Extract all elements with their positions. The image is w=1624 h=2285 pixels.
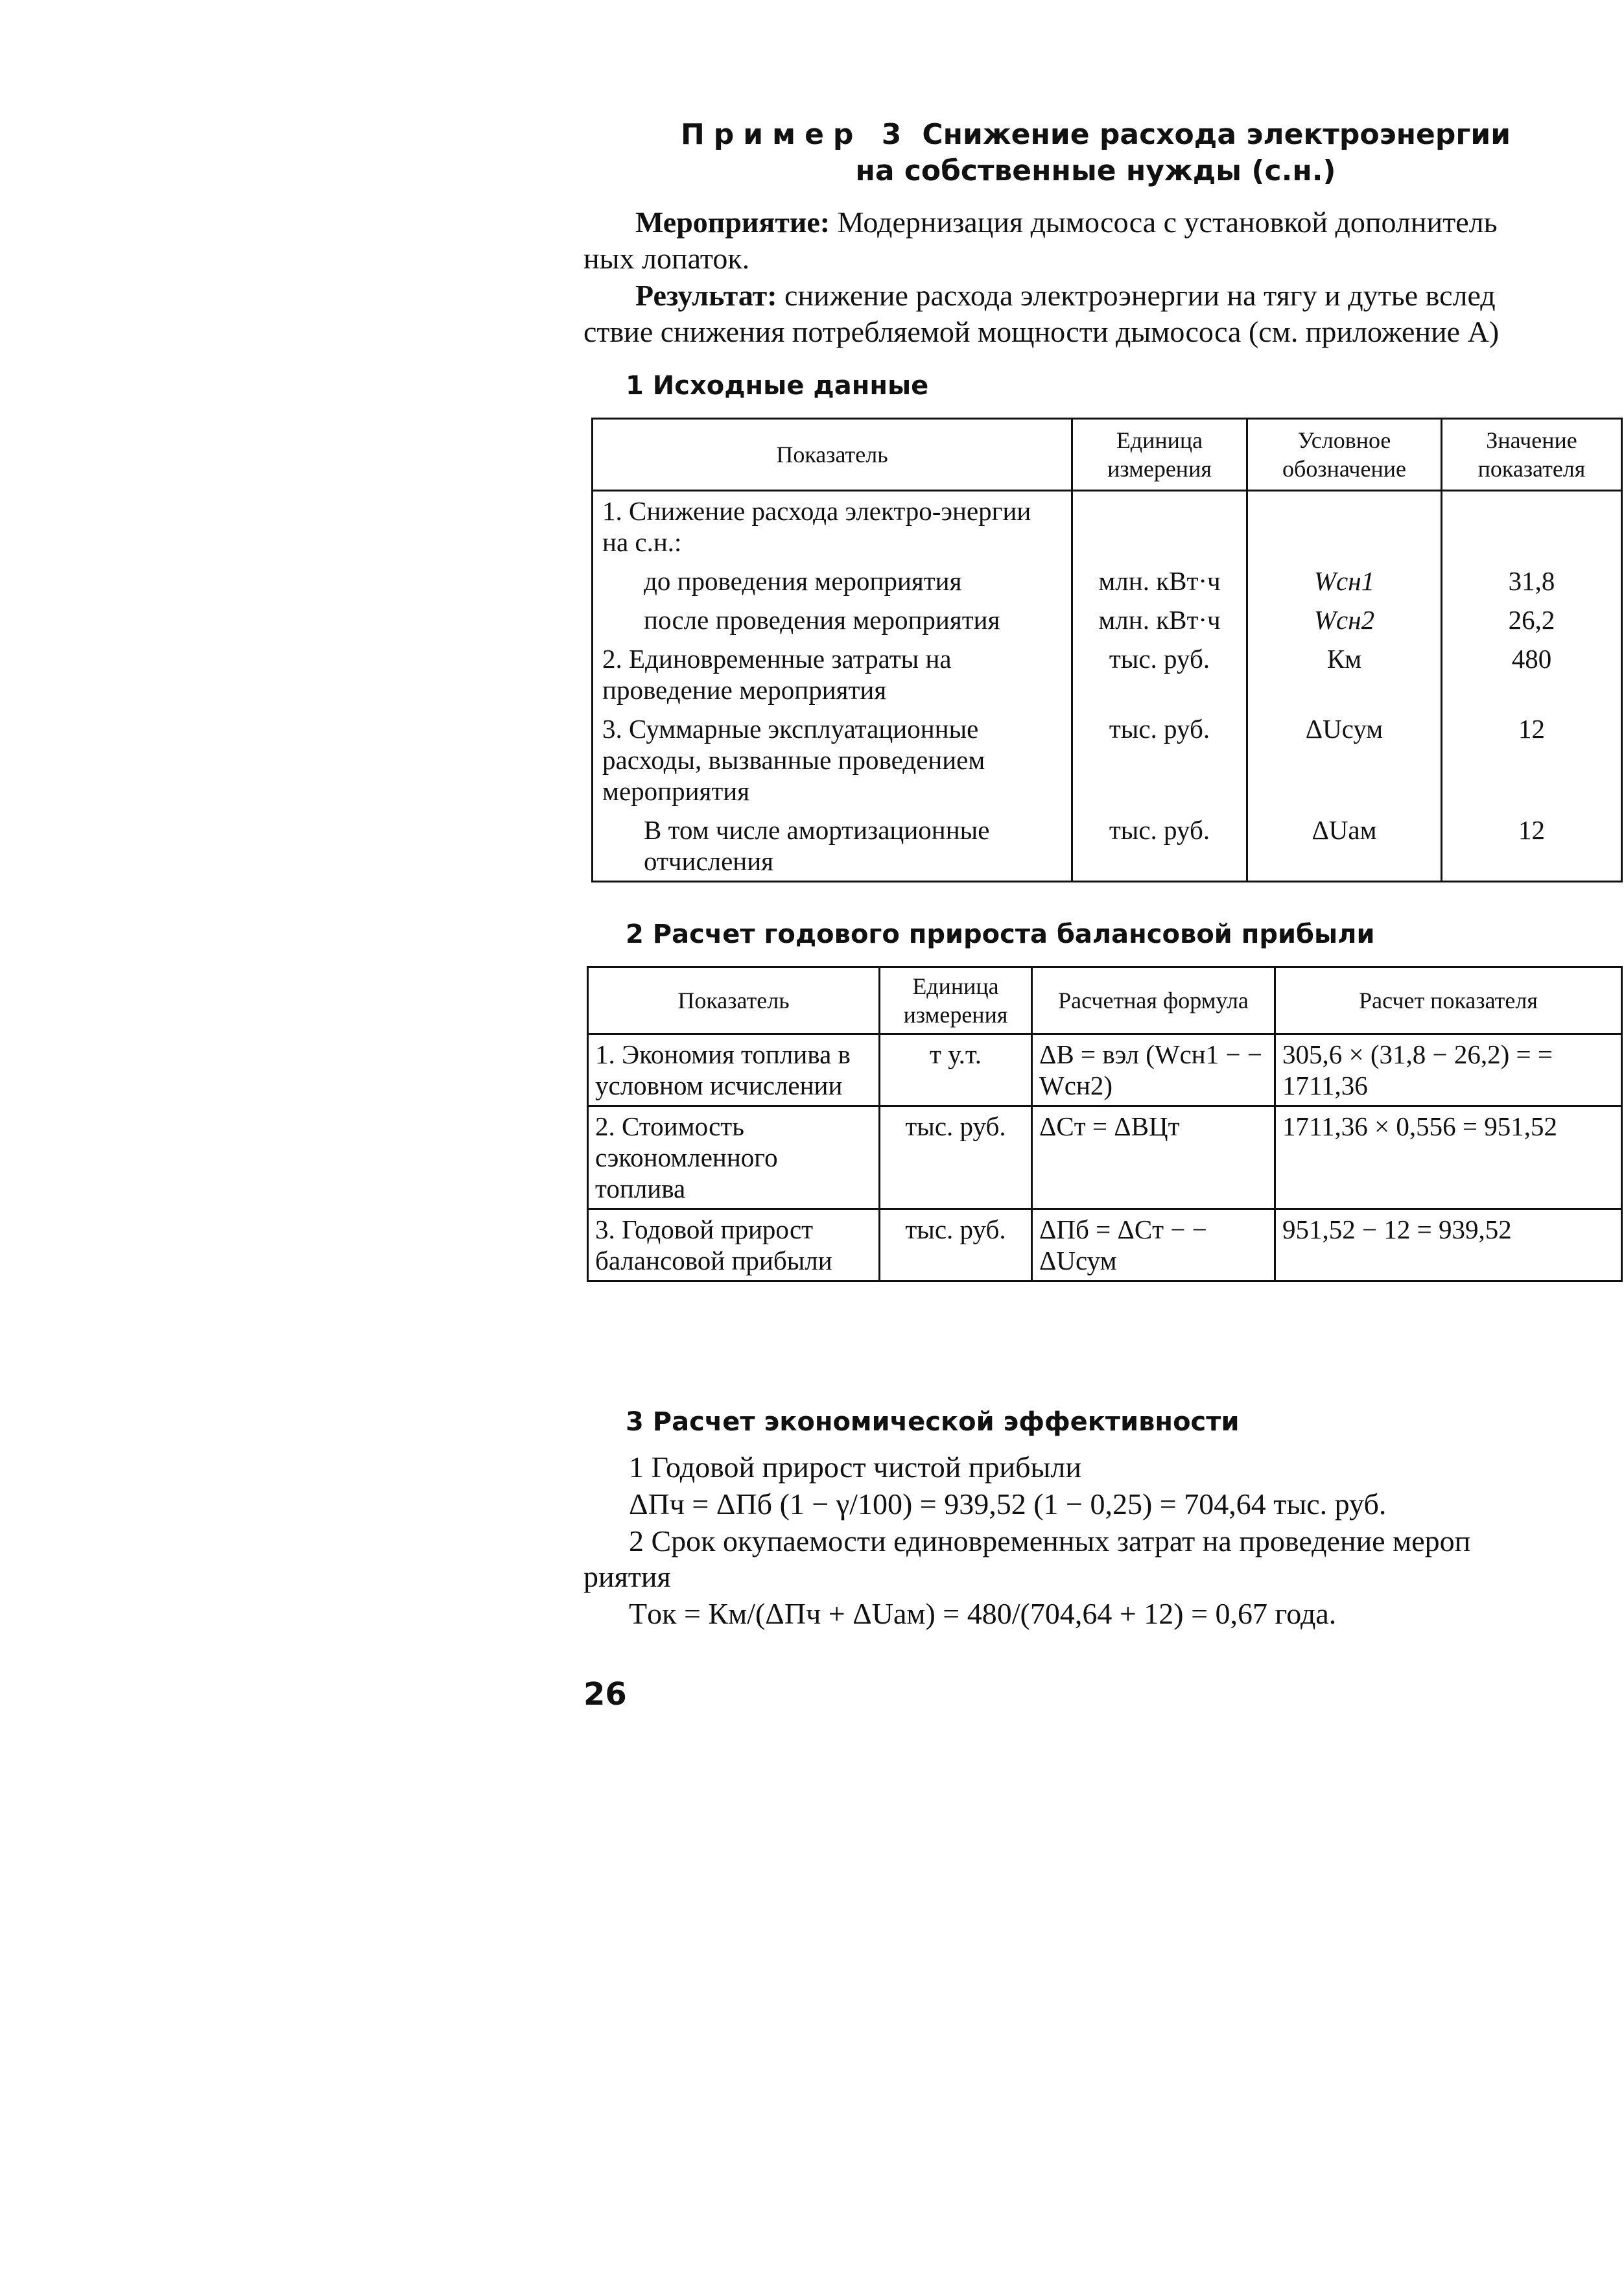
row-unit: тыс. руб. bbox=[880, 1106, 1032, 1209]
row-formula: ΔCт = ΔBЦт bbox=[1032, 1106, 1275, 1209]
equation-1: ΔПч = ΔПб (1 − γ/100) = 939,52 (1 − 0,25) = 704,64 тыс. руб. bbox=[629, 1487, 1387, 1521]
table-row bbox=[588, 1209, 1622, 1281]
header-unit: Единица измерения bbox=[880, 967, 1032, 1034]
row-unit: млн. кВт·ч bbox=[1072, 600, 1247, 639]
page-number: 26 bbox=[583, 1676, 627, 1712]
item-2-line-1: 2 Срок окупаемости единовременных затрат на проведение мероп bbox=[629, 1524, 1471, 1557]
row-unit bbox=[1072, 491, 1247, 562]
result-label: Результат: bbox=[635, 279, 777, 312]
header-unit: Единица измерения bbox=[1072, 419, 1247, 491]
row-value bbox=[1442, 491, 1622, 562]
row-symbol: Км bbox=[1247, 639, 1442, 709]
result-line-2: ствие снижения потребляемой мощности дымососа (см. приложение А) bbox=[583, 315, 1500, 348]
table-row bbox=[588, 1034, 1622, 1106]
row-calc: 951,52 − 12 = 939,52 bbox=[1275, 1209, 1622, 1281]
row-name: 2. Стоимость сэкономленного топлива bbox=[588, 1106, 880, 1209]
table-header-row bbox=[588, 967, 1622, 1034]
page-title bbox=[583, 117, 1608, 189]
row-name: 2. Единовременные затраты на проведение мероприятия bbox=[593, 639, 1072, 709]
row-value: 12 bbox=[1442, 811, 1622, 882]
row-formula: ΔПб = ΔCт − − ΔUсум bbox=[1032, 1209, 1275, 1281]
row-formula: ΔB = вэл (Wсн1 − − Wсн2) bbox=[1032, 1034, 1275, 1106]
row-symbol bbox=[1247, 491, 1442, 562]
measure-label: Мероприятие: bbox=[635, 206, 830, 239]
row-name: до проведения мероприятия bbox=[593, 562, 1072, 600]
row-value: 26,2 bbox=[1442, 600, 1622, 639]
row-symbol: ΔUсум bbox=[1247, 709, 1442, 811]
row-symbol: Wсн1 bbox=[1247, 562, 1442, 600]
row-value: 480 bbox=[1442, 639, 1622, 709]
header-calc: Расчет показателя bbox=[1275, 967, 1622, 1034]
row-calc: 1711,36 × 0,556 = 951,52 bbox=[1275, 1106, 1622, 1209]
section-2-title: 2 Расчет годового прироста балансовой прибыли bbox=[626, 919, 1375, 949]
equation-2: Tок = Км/(ΔПч + ΔUам) = 480/(704,64 + 12) = 0,67 года. bbox=[629, 1597, 1337, 1630]
row-symbol: Wсн2 bbox=[1247, 600, 1442, 639]
row-name: после проведения мероприятия bbox=[593, 600, 1072, 639]
example-label: Пример 3 bbox=[680, 118, 911, 151]
header-indicator: Показатель bbox=[593, 419, 1072, 491]
row-symbol: ΔUам bbox=[1247, 811, 1442, 882]
table-row bbox=[593, 709, 1622, 811]
section-1-title: 1 Исходные данные bbox=[626, 371, 929, 401]
item-1: 1 Годовой прирост чистой прибыли bbox=[629, 1450, 1081, 1484]
row-unit: тыс. руб. bbox=[1072, 709, 1247, 811]
table-header-row bbox=[593, 419, 1622, 491]
profit-calc-table bbox=[587, 966, 1623, 1282]
source-data-table bbox=[591, 418, 1623, 882]
table-row bbox=[593, 639, 1622, 709]
header-indicator: Показатель bbox=[588, 967, 880, 1034]
row-unit: тыс. руб. bbox=[1072, 811, 1247, 882]
row-unit: т у.т. bbox=[880, 1034, 1032, 1106]
result-line-1: снижение расхода электроэнергии на тягу и дутье вслед bbox=[784, 279, 1496, 312]
table-row bbox=[593, 491, 1622, 562]
row-name: 3. Суммарные эксплуатационные расходы, вызванные проведением мероприятия bbox=[593, 709, 1072, 811]
measure-line-2: ных лопаток. bbox=[583, 242, 750, 275]
table-row bbox=[593, 600, 1622, 639]
header-value: Значение показателя bbox=[1442, 419, 1622, 491]
header-formula: Расчетная формула bbox=[1032, 967, 1275, 1034]
row-value: 12 bbox=[1442, 709, 1622, 811]
title-line-2: на собственные нужды (с.н.) bbox=[855, 154, 1336, 187]
table-row bbox=[588, 1106, 1622, 1209]
table-row bbox=[593, 562, 1622, 600]
row-calc: 305,6 × (31,8 − 26,2) = = 1711,36 bbox=[1275, 1034, 1622, 1106]
row-value: 31,8 bbox=[1442, 562, 1622, 600]
row-unit: тыс. руб. bbox=[880, 1209, 1032, 1281]
section-3-title: 3 Расчет экономической эффективности bbox=[626, 1407, 1240, 1437]
item-2-line-2: риятия bbox=[583, 1560, 671, 1593]
row-unit: тыс. руб. bbox=[1072, 639, 1247, 709]
row-name: В том числе амортизационные отчисления bbox=[593, 811, 1072, 882]
measure-paragraph bbox=[583, 204, 1621, 277]
row-name: 1. Снижение расхода электро-энергии на с.н.: bbox=[593, 491, 1072, 562]
row-name: 1. Экономия топлива в условном исчислении bbox=[588, 1034, 880, 1106]
title-line-1: Снижение расхода электроэнергии bbox=[922, 118, 1511, 151]
measure-line-1: Модернизация дымососа с установкой дополнитель bbox=[837, 206, 1498, 239]
row-name: 3. Годовой прирост балансовой прибыли bbox=[588, 1209, 880, 1281]
table-row bbox=[593, 811, 1622, 882]
result-paragraph bbox=[583, 278, 1621, 350]
header-symbol: Условное обозначение bbox=[1247, 419, 1442, 491]
row-unit: млн. кВт·ч bbox=[1072, 562, 1247, 600]
